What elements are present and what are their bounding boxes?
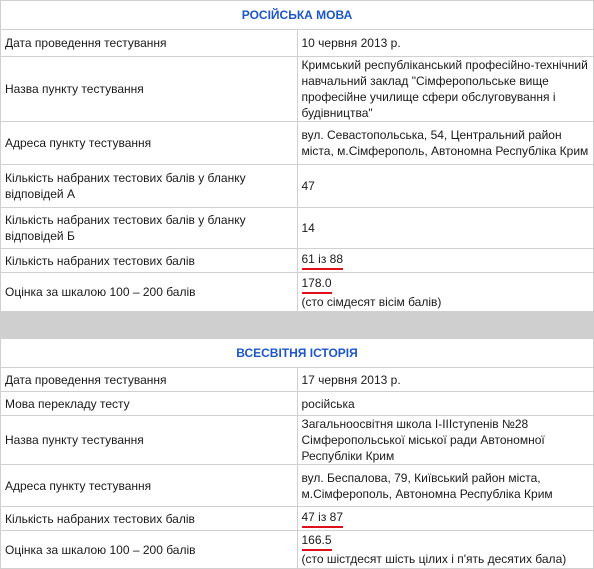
table-row-date	[1, 30, 594, 57]
row-label: Мова перекладу тесту	[1, 392, 298, 416]
table-row-scale	[1, 273, 594, 312]
table-row-points-total	[1, 249, 594, 273]
row-label: Оцінка за шкалою 100 – 200 балів	[1, 273, 298, 312]
table-row-points-total	[1, 507, 594, 531]
separator-band	[1, 312, 594, 339]
row-value	[297, 531, 594, 569]
row-label: Кількість набраних тестових балів	[1, 249, 298, 273]
table-row-place-name	[1, 416, 594, 465]
points-total-value: 61 із 88	[302, 252, 344, 270]
row-value: вул. Беспалова, 79, Київський район міста, м.Сімферополь, Автономна Республіка Крим	[297, 465, 594, 507]
row-label: Дата проведення тестування	[1, 368, 298, 392]
section-title-russian: РОСІЙСЬКА МОВА	[1, 1, 594, 30]
table-row-points-a	[1, 165, 594, 208]
row-label: Адреса пункту тестування	[1, 465, 298, 507]
table-row-date	[1, 368, 594, 392]
scale-score-value: 178.0	[302, 276, 332, 294]
row-label: Кількість набраних тестових балів у бланку відповідей Б	[1, 208, 298, 249]
table-row-language	[1, 392, 594, 416]
row-label: Оцінка за шкалою 100 – 200 балів	[1, 531, 298, 569]
row-label: Назва пункту тестування	[1, 416, 298, 465]
row-label: Кількість набраних тестових балів	[1, 507, 298, 531]
row-value: російська	[297, 392, 594, 416]
row-label: Дата проведення тестування	[1, 30, 298, 57]
table-row-address	[1, 122, 594, 165]
row-value: 17 червня 2013 р.	[297, 368, 594, 392]
row-value	[297, 507, 594, 531]
row-value: вул. Севастопольська, 54, Центральний район міста, м.Сімферополь, Автономна Республіка Крим	[297, 122, 594, 165]
table-row-scale	[1, 531, 594, 569]
row-value: Кримський республіканський професійно-технічний навчальний заклад "Сімферопольське вище професійне училище сфери обслуговування і будівництва"	[297, 57, 594, 122]
table-row-points-b	[1, 208, 594, 249]
row-value: Загальноосвітня школа І-ІІІступенів №28 Сімферопольської міської ради Автономної Республіки Крим	[297, 416, 594, 465]
scale-score-words: (сто шістдесят шість цілих і п'ять десятих бала)	[301, 552, 567, 566]
row-value: 47	[297, 165, 594, 208]
row-value: 14	[297, 208, 594, 249]
row-value	[297, 249, 594, 273]
row-value: 10 червня 2013 р.	[297, 30, 594, 57]
points-total-value: 47 із 87	[302, 510, 344, 528]
row-value	[297, 273, 594, 312]
section-header-row	[1, 339, 594, 368]
table-row-place-name	[1, 57, 594, 122]
scale-score-words: (сто сімдесят вісім балів)	[301, 294, 442, 309]
table-row-address	[1, 465, 594, 507]
row-label: Адреса пункту тестування	[1, 122, 298, 165]
scale-score-value: 166.5	[302, 533, 332, 551]
section-title-world-history: ВСЕСВІТНЯ ІСТОРІЯ	[1, 339, 594, 368]
row-label: Назва пункту тестування	[1, 57, 298, 122]
section-header-row	[1, 1, 594, 30]
row-label: Кількість набраних тестових балів у бланку відповідей А	[1, 165, 298, 208]
section-separator	[1, 312, 594, 339]
